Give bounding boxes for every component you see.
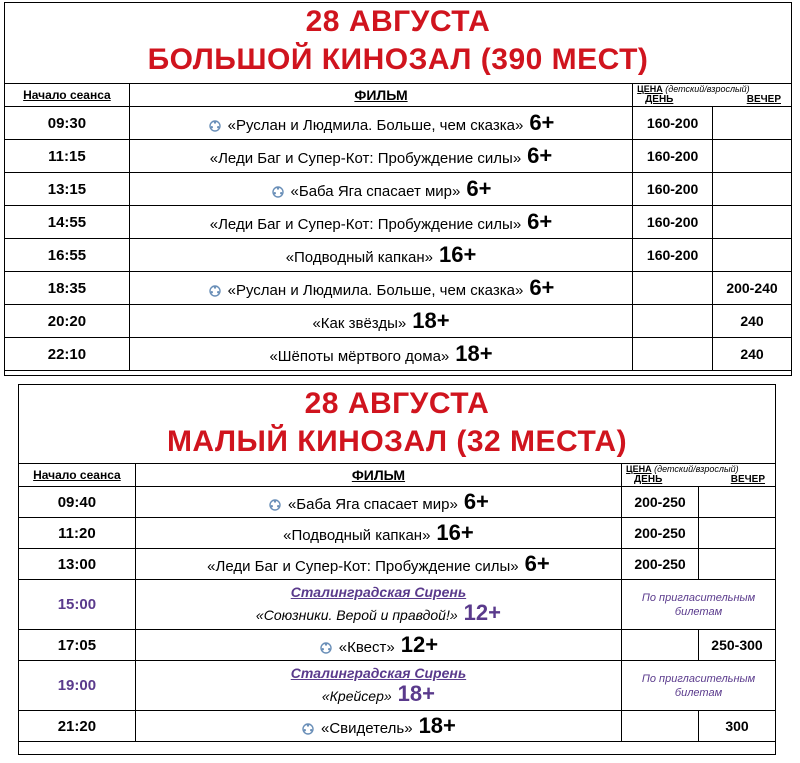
session-time: 15:00 <box>19 580 136 630</box>
price-day <box>633 305 713 338</box>
film-title: «Квест» <box>338 639 395 656</box>
film-cell <box>129 272 632 305</box>
session-time: 19:00 <box>19 661 136 711</box>
big-hall-name: БОЛЬШОЙ КИНОЗАЛ (390 МЕСТ) <box>147 43 649 76</box>
film-reel-icon <box>301 722 315 736</box>
price-evening: 250-300 <box>699 630 776 661</box>
age-rating: 6+ <box>524 551 550 576</box>
schedule-row <box>5 272 792 305</box>
film-line <box>255 599 501 625</box>
film-cell <box>129 338 632 371</box>
header-time: Начало сеанса <box>19 464 136 487</box>
price-day <box>622 711 699 742</box>
session-time: 21:20 <box>19 711 136 742</box>
age-rating: 6+ <box>527 209 553 234</box>
schedule-row <box>5 206 792 239</box>
price-evening <box>713 206 792 239</box>
film-cell <box>135 518 621 549</box>
price-evening <box>713 107 792 140</box>
film-line <box>321 680 435 706</box>
film-cell <box>129 305 632 338</box>
film-cell <box>135 630 621 661</box>
age-rating: 6+ <box>466 176 492 201</box>
film-reel-icon <box>319 641 333 655</box>
age-rating: 18+ <box>412 308 450 333</box>
age-rating: 6+ <box>529 275 555 300</box>
big-hall-schedule-table <box>4 83 792 371</box>
price-evening: 240 <box>713 305 792 338</box>
film-title: «Леди Баг и Супер-Кот: Пробуждение силы» <box>207 558 519 575</box>
film-reel-icon <box>268 498 282 512</box>
small-hall-name: МАЛЫЙ КИНОЗАЛ (32 МЕСТА) <box>166 425 628 458</box>
price-evening <box>699 549 776 580</box>
schedule-row <box>19 549 776 580</box>
header-time: Начало сеанса <box>5 84 130 107</box>
schedule-row <box>5 338 792 371</box>
price-evening <box>699 518 776 549</box>
header-price-label: ЦЕНА <box>637 84 663 94</box>
session-time: 16:55 <box>5 239 130 272</box>
header-film: ФИЛЬМ <box>129 84 632 107</box>
price-day <box>622 630 699 661</box>
price-day: 160-200 <box>633 239 713 272</box>
film-title: «Леди Баг и Супер-Кот: Пробуждение силы» <box>209 216 522 233</box>
small-hall-schedule-table <box>18 463 776 742</box>
session-time: 17:05 <box>19 630 136 661</box>
price-day: 200-250 <box>622 518 699 549</box>
age-rating: 12+ <box>463 599 501 625</box>
small-hall-title <box>19 385 775 463</box>
session-time: 11:15 <box>5 140 130 173</box>
age-rating: 16+ <box>438 242 477 267</box>
header-day: ДЕНЬ <box>634 474 663 485</box>
age-rating: 6+ <box>527 143 553 168</box>
film-title: «Подводный капкан» <box>285 249 433 266</box>
film-title: «Баба Яга спасает мир» <box>287 496 458 513</box>
film-title: «Подводный капкан» <box>283 527 431 544</box>
header-price <box>622 464 776 487</box>
table-header-row <box>5 84 792 107</box>
price-evening: 200-240 <box>713 272 792 305</box>
film-title: «Свидетель» <box>320 720 413 737</box>
schedule-row <box>19 518 776 549</box>
price-evening <box>713 140 792 173</box>
price-day: 200-250 <box>622 487 699 518</box>
price-day: 160-200 <box>633 206 713 239</box>
header-evening: ВЕЧЕР <box>730 474 765 485</box>
price-evening <box>699 487 776 518</box>
session-time: 18:35 <box>5 272 130 305</box>
small-hall-block <box>18 384 776 755</box>
film-cell <box>129 206 632 239</box>
price-evening: 300 <box>699 711 776 742</box>
small-hall-date: 28 АВГУСТА <box>304 387 490 420</box>
price-day: 200-250 <box>622 549 699 580</box>
film-reel-icon <box>271 185 285 199</box>
price-evening <box>713 239 792 272</box>
age-rating: 18+ <box>455 341 493 366</box>
price-evening: 240 <box>713 338 792 371</box>
age-rating: 12+ <box>400 632 439 657</box>
header-film: ФИЛЬМ <box>135 464 621 487</box>
film-cell <box>129 173 632 206</box>
price-day: 160-200 <box>633 107 713 140</box>
invitation-note: По пригласительным билетам <box>622 661 776 711</box>
schedule-row <box>19 580 776 630</box>
header-price-note: (детский/взрослый) <box>654 464 739 474</box>
session-time: 09:40 <box>19 487 136 518</box>
table-header-row <box>19 464 776 487</box>
schedule-row <box>5 173 792 206</box>
film-title: «Руслан и Людмила. Больше, чем сказка» <box>227 117 524 134</box>
big-hall-title <box>5 3 791 83</box>
film-title: «Как звёзды» <box>312 315 407 332</box>
price-day <box>633 338 713 371</box>
age-rating: 16+ <box>436 520 474 545</box>
header-price <box>633 84 792 107</box>
session-time: 20:20 <box>5 305 130 338</box>
header-day: ДЕНЬ <box>645 94 674 105</box>
schedule-row <box>19 711 776 742</box>
price-evening <box>713 173 792 206</box>
schedule-row <box>19 630 776 661</box>
film-title: «Крейсер» <box>321 687 392 704</box>
schedule-row <box>19 661 776 711</box>
film-title: «Леди Баг и Супер-Кот: Пробуждение силы» <box>209 150 522 167</box>
schedule-row <box>5 140 792 173</box>
session-time: 11:20 <box>19 518 136 549</box>
header-price-label: ЦЕНА <box>626 464 652 474</box>
header-evening: ВЕЧЕР <box>746 94 781 105</box>
film-title: «Шёпоты мёртвого дома» <box>269 348 450 365</box>
event-name: Сталинградская Сирень <box>290 664 467 681</box>
big-hall-block <box>4 2 792 376</box>
film-cell <box>129 140 632 173</box>
schedule-row <box>19 487 776 518</box>
film-cell <box>135 580 621 630</box>
film-reel-icon <box>208 284 222 298</box>
price-day: 160-200 <box>633 140 713 173</box>
price-day <box>633 272 713 305</box>
session-time: 09:30 <box>5 107 130 140</box>
event-name: Сталинградская Сирень <box>290 583 467 600</box>
session-time: 22:10 <box>5 338 130 371</box>
film-cell <box>135 661 621 711</box>
age-rating: 18+ <box>418 713 456 738</box>
film-reel-icon <box>208 119 222 133</box>
film-title: «Баба Яга спасает мир» <box>290 183 461 200</box>
age-rating: 18+ <box>397 680 435 706</box>
session-time: 13:15 <box>5 173 130 206</box>
schedule-row <box>5 239 792 272</box>
film-title: «Руслан и Людмила. Больше, чем сказка» <box>227 282 524 299</box>
session-time: 14:55 <box>5 206 130 239</box>
schedule-row <box>5 107 792 140</box>
age-rating: 6+ <box>529 110 555 135</box>
invitation-note: По пригласительным билетам <box>622 580 776 630</box>
big-hall-date: 28 АВГУСТА <box>305 5 491 38</box>
film-cell <box>129 107 632 140</box>
film-cell <box>135 487 621 518</box>
price-day: 160-200 <box>633 173 713 206</box>
film-cell <box>129 239 632 272</box>
film-cell <box>135 549 621 580</box>
session-time: 13:00 <box>19 549 136 580</box>
age-rating: 6+ <box>463 489 489 514</box>
film-title: «Союзники. Верой и правдой!» <box>255 606 458 623</box>
schedule-row <box>5 305 792 338</box>
film-cell <box>135 711 621 742</box>
header-price-note: (детский/взрослый) <box>665 84 750 94</box>
